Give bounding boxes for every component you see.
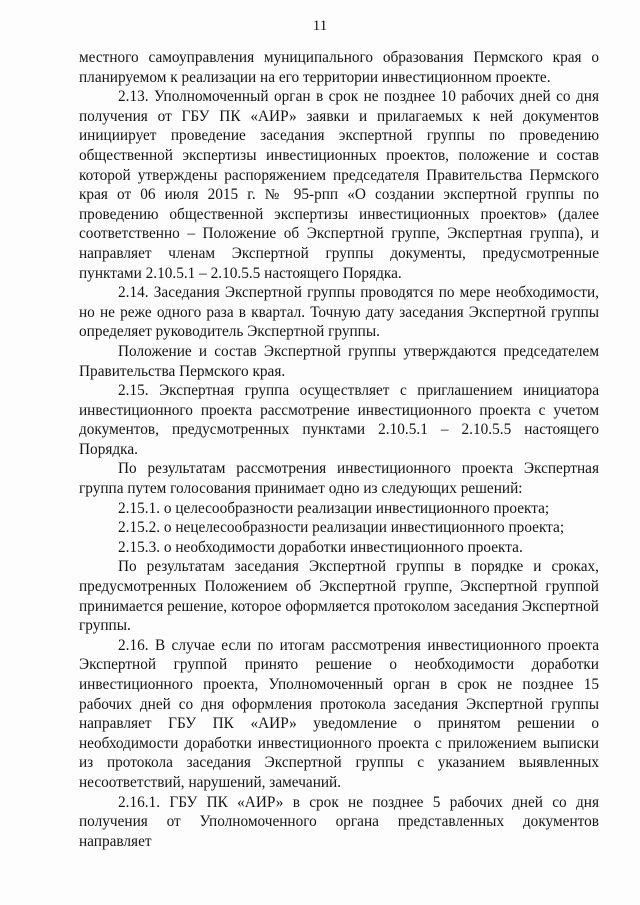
paragraph-group-composition: Положение и состав Экспертной группы утверждаются председателем Правительства Пермского края.: [79, 342, 599, 380]
paragraph-2-13: 2.13. Уполномоченный орган в срок не позднее 10 рабочих дней со дня получения от ГБУ ПК «АИР» заявки и прилагаемых к ней документов инициирует проведение заседания экспертной группы по проведению общественной экспертизы инвестиционных проектов, положение и состав которой утверждены распоряжением председателя Правительства Пермского края от 06 июля 2015 г. № 95-рпп «О создании экспертной группы по проведению общественной экспертизы инвестиционных проектов» (далее соответственно – Положение об Экспертной группе, Экспертная группа), и направляет членам Экспертной группы документы, предусмотренные пунктами 2.10.5.1 – 2.10.5.5 настоящего Порядка.: [79, 88, 599, 282]
paragraph-2-15-3: 2.15.3. о необходимости доработки инвестиционного проекта.: [118, 538, 523, 556]
paragraph-2-16-1: 2.16.1. ГБУ ПК «АИР» в срок не позднее 5 рабочих дней со дня получения от Уполномоченного органа представленных документов направляет: [79, 793, 599, 850]
paragraph-continuation: местного самоуправления муниципального образования Пермского края о планируемом к реализации на его территории инвестиционном проекте.: [79, 49, 599, 86]
paragraph-2-15-1: 2.15.1. о целесообразности реализации инвестиционного проекта;: [118, 499, 550, 517]
paragraph-2-15: 2.15. Экспертная группа осуществляет с приглашением инициатора инвестиционного проекта рассмотрение инвестиционного проекта с учетом документов, предусмотренных пунктами 2.10.5.1 – 2.10.5.5 настоящего Порядка.: [79, 382, 599, 458]
paragraph-2-16: 2.16. В случае если по итогам рассмотрения инвестиционного проекта Экспертной группой принято решение о необходимости доработки инвестиционного проекта, Уполномоченный орган в срок не позднее 15 рабочих дней со дня оформления протокола заседания Экспертной группы направляет ГБУ ПК «АИР» уведомление о принятом решении о необходимости доработки инвестиционного проекта с приложением выписки из протокола заседания Экспертной группы с указанием выявленных несоответствий, нарушений, замечаний.: [79, 636, 599, 791]
paragraph-2-15-2: 2.15.2. о нецелесообразности реализации инвестиционного проекта;: [118, 519, 565, 537]
document-body: [79, 48, 599, 851]
paragraph-2-14: 2.14. Заседания Экспертной группы проводятся по мере необходимости, но не реже одного раза в квартал. Точную дату заседания Экспертной группы определяет руководитель Экспертной группы.: [79, 284, 599, 341]
paragraph-meeting-results: По результатам заседания Экспертной группы в порядке и сроках, предусмотренных Положением об Экспертной группе, Экспертной группой принимается решение, которое оформляется протоколом заседания Экспертной группы.: [79, 558, 599, 635]
page-number: 11: [312, 18, 328, 34]
paragraph-voting: По результатам рассмотрения инвестиционного проекта Экспертная группа путем голосования принимает одно из следующих решений:: [79, 460, 599, 498]
